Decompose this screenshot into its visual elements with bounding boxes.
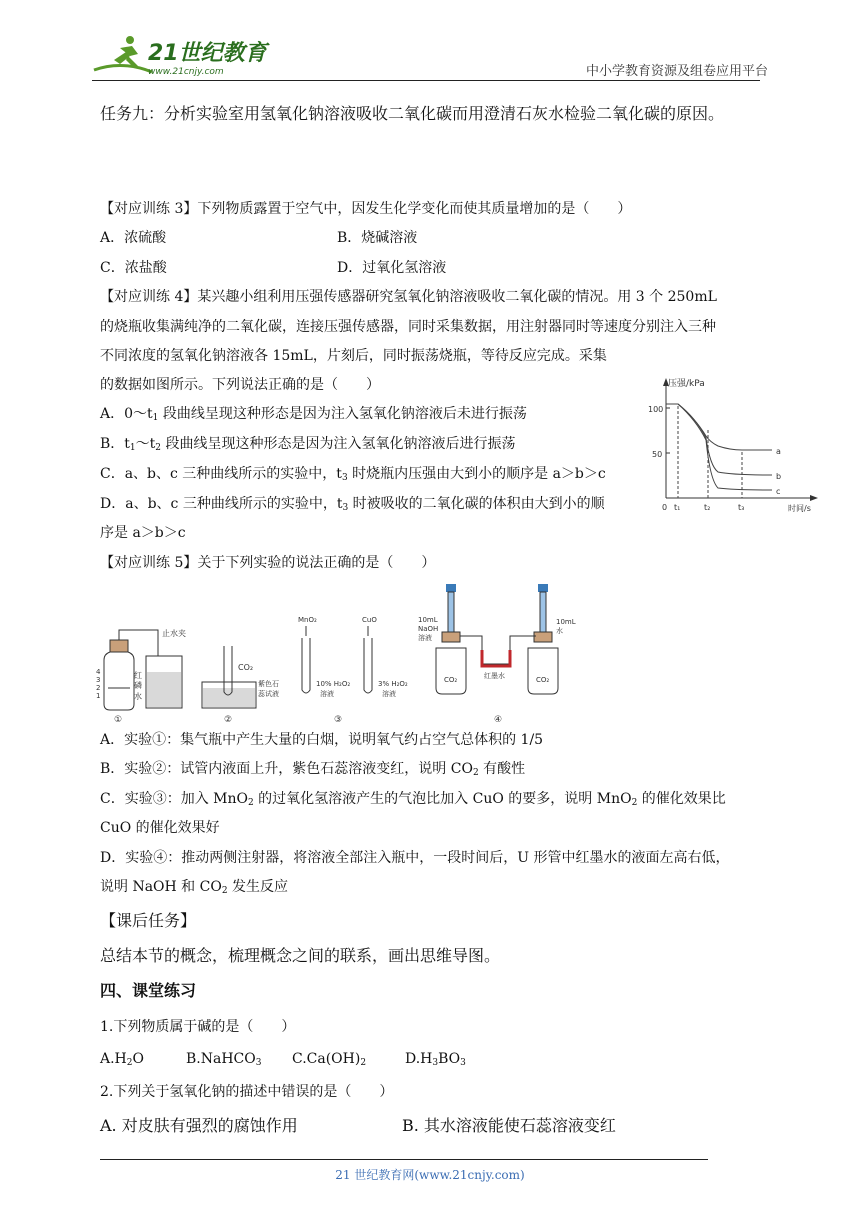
practice-2-option-b: B. 其水溶液能使石蕊溶液变红 (402, 1116, 616, 1135)
q4-option-b: B．$t_1\sim t_2$ 段曲线呈现这种形态是因为注入氢氧化钠溶液后进行振荡 (100, 436, 516, 453)
q4-line-4: 的数据如图所示。下列说法正确的是（ ） (100, 377, 380, 393)
q5-option-d-line-2: 说明 NaOH 和 $CO_2$ 发生反应 (100, 879, 289, 896)
q3-option-a: A．浓硫酸 (100, 230, 167, 246)
q4-line-3: 不同浓度的氢氧化钠溶液各 15mL，片刻后，同时振荡烧瓶，等待反应完成。采集 (100, 348, 607, 364)
q5-option-c: C．实验③：加入 MnO$_2$ 的过氧化氢溶液产生的气泡比加入 CuO 的要多，说明 MnO$_2$ 的催化效果比 (100, 791, 726, 808)
tick-origin: 0 (662, 503, 668, 512)
svg-text:溶液: 溶液 (320, 690, 334, 698)
after-class-title: 【课后任务】 (100, 911, 197, 930)
tick-100: 100 (648, 405, 664, 414)
q4-option-a: A．$0\sim t_1$ 段曲线呈现这种形态是因为注入氢氧化钠溶液后未进行振荡 (100, 406, 527, 423)
practice-1-option-c: $C.Ca(OH)_2$ (292, 1051, 367, 1068)
tick-t3: t₃ (738, 503, 745, 512)
header-divider (92, 80, 760, 81)
logo-graphic (92, 30, 267, 80)
after-class-task: 总结本节的概念，梳理概念之间的联系，画出思维导图。 (100, 946, 501, 965)
q5-stem: 【对应训练 5】关于下列实验的说法正确的是（ ） (100, 555, 436, 571)
svg-text:紫色石: 紫色石 (258, 680, 279, 688)
practice-1-option-d: $D.H_3BO_3$ (405, 1051, 466, 1068)
figure-3-catalysts (298, 616, 408, 725)
svg-text:21世纪教育: 21世纪教育 (148, 41, 267, 66)
svg-text:溶液: 溶液 (382, 690, 396, 698)
figure-2-co2-tube (202, 646, 279, 725)
q5-option-d: D．实验④：推动两侧注射器，将溶液全部注入瓶中，一段时间后，U 形管中红墨水的液面左高右低， (100, 850, 730, 866)
footer-text: 21 世纪教育网(www.21cnjy.com) (335, 1168, 525, 1182)
svg-text:CuO: CuO (362, 616, 377, 624)
svg-text:3% H₂O₂: 3% H₂O₂ (378, 680, 408, 688)
series-b-line (666, 404, 772, 475)
series-c-label: c (776, 487, 781, 496)
chart-ylabel: 压强/kPa (668, 379, 705, 389)
series-a-line (666, 404, 772, 450)
svg-text:④: ④ (494, 715, 503, 725)
svg-text:MnO₂: MnO₂ (298, 616, 317, 624)
pressure-chart (640, 370, 820, 524)
series-c-line (666, 404, 772, 490)
tick-t2: t₂ (704, 503, 711, 512)
svg-text:蕊试液: 蕊试液 (258, 690, 279, 698)
svg-text:红墨水: 红墨水 (484, 672, 505, 680)
q3-option-b: B．烧碱溶液 (337, 230, 418, 246)
header-platform-text: 中小学教育资源及组卷应用平台 (586, 64, 769, 79)
q5-option-c-line-2: CuO 的催化效果好 (100, 820, 220, 836)
series-a-label: a (776, 447, 781, 456)
site-logo (92, 30, 267, 80)
svg-text:②: ② (224, 715, 233, 725)
svg-text:红: 红 (134, 671, 142, 680)
svg-text:10mL: 10mL (556, 618, 576, 626)
section-four-title: 四、课堂练习 (100, 981, 197, 1000)
q3-stem: 【对应训练 3】下列物质露置于空气中，因发生化学变化而使其质量增加的是（ ） (100, 201, 632, 217)
svg-text:水: 水 (134, 692, 142, 701)
svg-text:溶液: 溶液 (418, 634, 432, 642)
figure-1-red-phosphorus (96, 628, 186, 725)
footer-divider (100, 1159, 708, 1160)
q4-option-c: C．a、b、c 三种曲线所示的实验中，$t_3$ 时烧瓶内压强由大到小的顺序是 a＞b＞c (100, 466, 606, 483)
svg-text:2: 2 (96, 684, 101, 692)
figure-4-syringes (418, 584, 576, 725)
svg-text:4: 4 (96, 668, 101, 676)
svg-text:CO₂: CO₂ (536, 676, 550, 684)
q4-option-d-line-2: 序是 a＞b＞c (100, 525, 186, 541)
q4-option-d: D．a、b、c 三种曲线所示的实验中，$t_3$ 时被吸收的二氧化碳的体积由大到小的顺 (100, 496, 605, 513)
q5-option-b: B．实验②：试管内液面上升，紫色石蕊溶液变红，说明 $CO_2$ 有酸性 (100, 761, 526, 778)
practice-2-option-a: A. 对皮肤有强烈的腐蚀作用 (100, 1116, 298, 1135)
chart-xlabel: 时间/s (788, 504, 811, 513)
svg-text:磷: 磷 (134, 681, 142, 690)
q4-line-2: 的烧瓶收集满纯净的二氧化碳，连接压强传感器，同时采集数据，用注射器同时等速度分别注入三种 (100, 319, 716, 335)
tick-t1: t₁ (674, 503, 681, 512)
practice-1-option-a: $A.H_2O$ (100, 1051, 144, 1068)
practice-2-stem: 2.下列关于氢氧化钠的描述中错误的是（ ） (100, 1084, 394, 1100)
svg-text:水: 水 (556, 627, 563, 635)
svg-text:止水夹: 止水夹 (162, 629, 186, 638)
svg-text:③: ③ (334, 715, 343, 725)
logo-url: www.21cnjy.com (148, 67, 224, 77)
task-nine: 任务九：分析实验室用氢氧化钠溶液吸收二氧化碳而用澄清石灰水检验二氧化碳的原因。 (100, 104, 725, 123)
svg-text:CO₂: CO₂ (238, 663, 254, 672)
practice-1-option-b: B.NaHCO$_3$ (186, 1051, 262, 1068)
svg-text:CO₂: CO₂ (444, 676, 458, 684)
svg-text:10% H₂O₂: 10% H₂O₂ (316, 680, 351, 688)
svg-text:10mL: 10mL (418, 616, 438, 624)
tick-50: 50 (652, 450, 663, 459)
series-b-label: b (776, 472, 782, 481)
q5-option-a: A．实验①：集气瓶中产生大量的白烟，说明氧气约占空气总体积的 1/5 (100, 732, 544, 748)
q4-line-1: 【对应训练 4】某兴趣小组利用压强传感器研究氢氧化钠溶液吸收二氧化碳的情况。用 3 个 250mL (100, 289, 717, 305)
svg-text:NaOH: NaOH (418, 625, 439, 633)
svg-text:①: ① (114, 715, 123, 725)
practice-1-stem: 1.下列物质属于碱的是（ ） (100, 1019, 296, 1035)
q3-option-c: C．浓盐酸 (100, 260, 167, 276)
q5-experiment-figures (96, 578, 600, 730)
svg-text:1: 1 (96, 692, 101, 700)
q3-option-d: D．过氧化氢溶液 (337, 260, 447, 276)
svg-text:3: 3 (96, 676, 101, 684)
